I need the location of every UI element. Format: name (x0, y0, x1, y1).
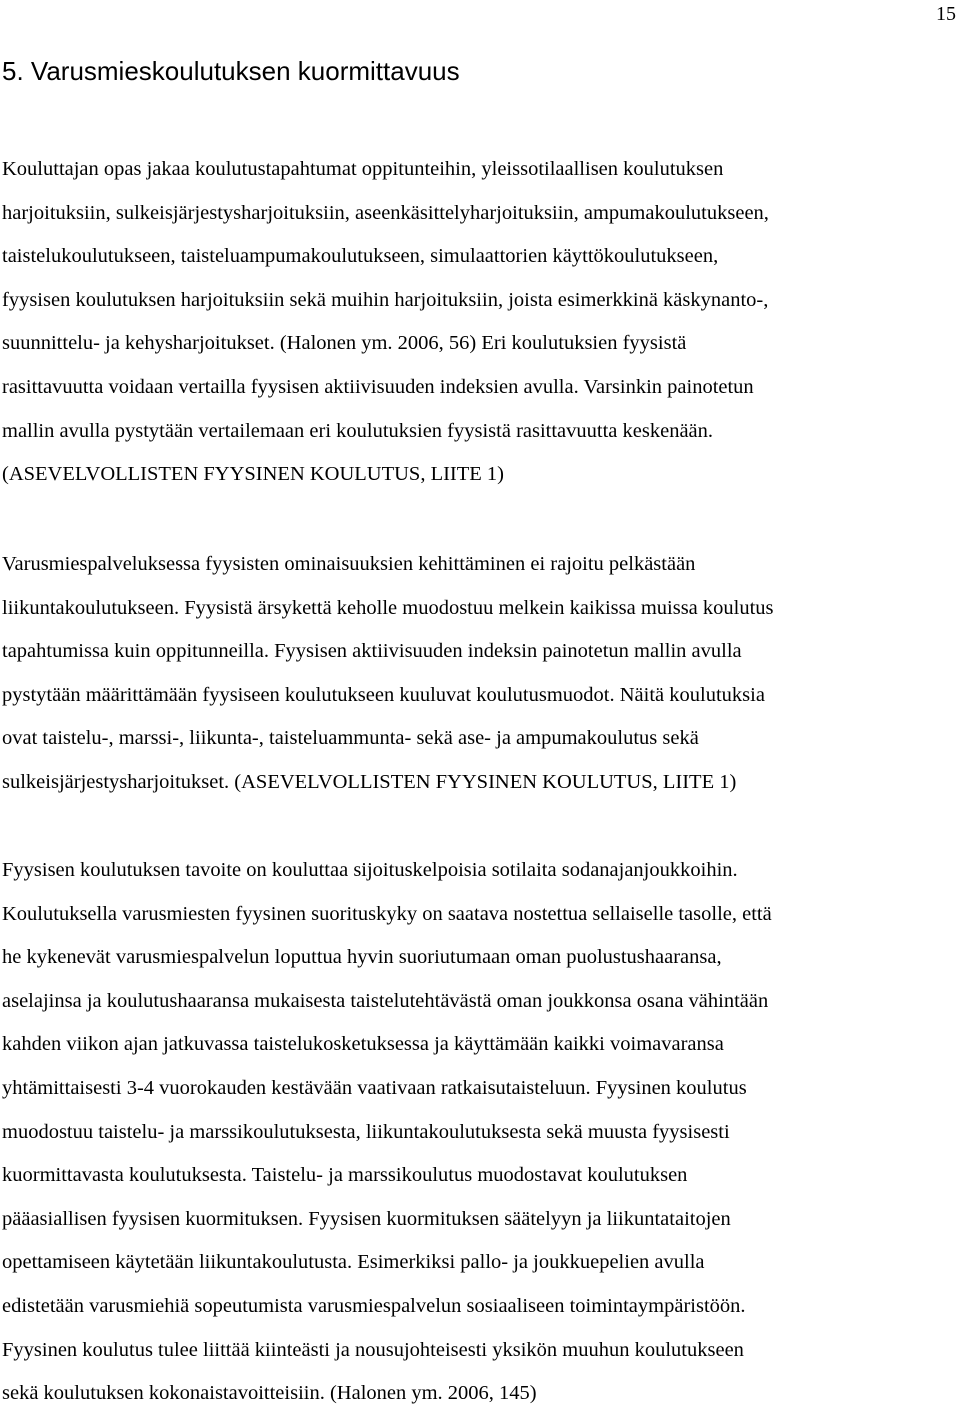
paragraph-2 (2, 543, 774, 805)
text-line: yhtämittaisesti 3-4 vuorokauden kestävään vaativaan ratkaisutaisteluun. Fyysinen koulutus (2, 1076, 747, 1099)
text-line: kahden viikon ajan jatkuvassa taistelukosketuksessa ja käyttämään kaikki voimavaransa (2, 1033, 724, 1056)
text-line: suunnittelu- ja kehysharjoitukset. (Halonen ym. 2006, 56) Eri koulutuksien fyysistä (2, 332, 687, 355)
text-line: kuormittavasta koulutuksesta. Taistelu- ja marssikoulutus muodostavat koulutuksen (2, 1164, 688, 1187)
text-line: Fyysisen koulutuksen tavoite on kouluttaa sijoituskelpoisia sotilaita sodanajanjoukkoihin. (2, 859, 738, 881)
paragraph-3 (2, 849, 772, 1416)
text-line: edistetään varusmiehiä sopeutumista varusmiespalvelun sosiaaliseen toimintaympäristöön. (2, 1294, 746, 1317)
text-line: (ASEVELVOLLISTEN FYYSINEN KOULUTUS, LIITE 1) (2, 463, 505, 486)
text-line: Koulutuksella varusmiesten fyysinen suorituskyky on saatava nostettua sellaiselle tasolle, että (2, 902, 772, 925)
text-line: harjoituksiin, sulkeisjärjestysharjoituksiin, aseenkäsittelyharjoituksiin, ampumakoulutukseen, (2, 201, 769, 224)
paragraph-1 (2, 148, 769, 497)
page-number: 15 (936, 3, 956, 25)
text-line: ovat taistelu-, marssi-, liikunta-, taisteluammunta- sekä ase- ja ampumakoulutus sekä (2, 727, 699, 750)
text-line: opettamiseen käytetään liikuntakoulutusta. Esimerkiksi pallo- ja joukkuepelien avulla (2, 1251, 705, 1274)
text-line: he kykenevät varusmiespalvelun loputtua hyvin suoriutumaan oman puolustushaaransa, (2, 946, 722, 969)
section-heading: 5. Varusmieskoulutuksen kuormittavuus (2, 56, 460, 86)
text-line: pystytään määrittämään fyysiseen koulutukseen kuuluvat koulutusmuodot. Näitä koulutuksia (2, 683, 765, 706)
text-line: taistelukoulutukseen, taisteluampumakoulutukseen, simulaattorien käyttökoulutukseen, (2, 245, 719, 268)
text-line: sulkeisjärjestysharjoitukset. (ASEVELVOLLISTEN FYYSINEN KOULUTUS, LIITE 1) (2, 770, 737, 793)
text-line: liikuntakoulutukseen. Fyysistä ärsykettä keholle muodostuu melkein kaikissa muissa koulutus (2, 596, 774, 619)
text-line: tapahtumissa kuin oppitunneilla. Fyysisen aktiivisuuden indeksin painotetun mallin avulla (2, 640, 742, 663)
text-line: Kouluttajan opas jakaa koulutustapahtumat oppitunteihin, yleissotilaallisen koulutuksen (2, 158, 724, 180)
text-line: sekä koulutuksen kokonaistavoitteisiin. (Halonen ym. 2006, 145) (2, 1382, 537, 1405)
text-line: aselajinsa ja koulutushaaransa mukaisesta taistelutehtävästä oman joukkonsa osana vähintään (2, 989, 769, 1012)
text-line: Fyysinen koulutus tulee liittää kiinteästi ja nousujohteisesti yksikön muuhun koulutukseen (2, 1338, 744, 1361)
text-line: muodostuu taistelu- ja marssikoulutuksesta, liikuntakoulutuksesta sekä muusta fyysisesti (2, 1120, 730, 1143)
text-line: pääasiallisen fyysisen kuormituksen. Fyysisen kuormituksen säätelyyn ja liikuntataitojen (2, 1207, 731, 1230)
text-line: Varusmiespalveluksessa fyysisten ominaisuuksien kehittäminen ei rajoitu pelkästään (2, 553, 696, 575)
text-line: mallin avulla pystytään vertailemaan eri koulutuksien fyysistä rasittavuutta keskenään. (2, 419, 714, 442)
text-line: fyysisen koulutuksen harjoituksiin sekä muihin harjoituksiin, joista esimerkkinä käskynanto-, (2, 288, 769, 311)
text-line: rasittavuutta voidaan vertailla fyysisen aktiivisuuden indeksien avulla. Varsinkin painotetun (2, 375, 754, 398)
